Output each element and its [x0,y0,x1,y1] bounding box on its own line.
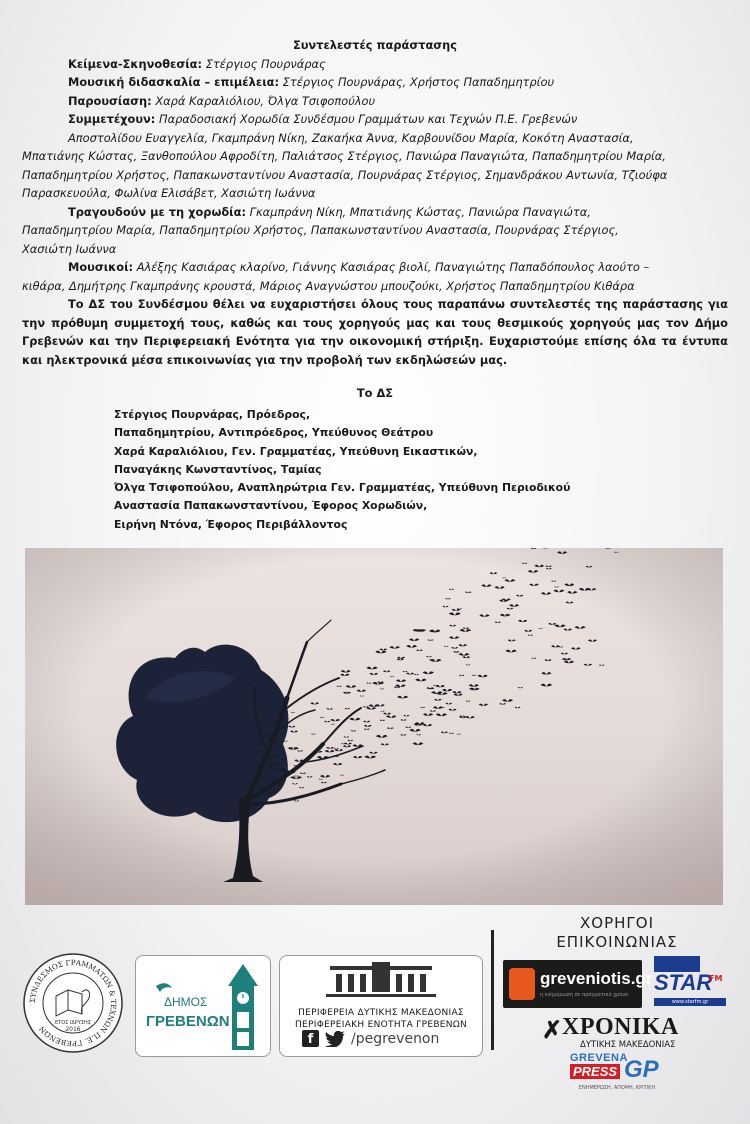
presentation-line [22,92,728,111]
greveniotis-mark-icon [509,968,535,1000]
participants-label: Συμμετέχουν: [68,112,156,126]
perifereia-logo [279,955,483,1057]
svg-text:ΓΡΕΒΕΝΩΝ: ΓΡΕΒΕΝΩΝ [146,1013,230,1030]
board-member: Παναγάκης Κωνσταντίνος, Ταμίας [114,462,322,476]
star-url: www.starfm.gr [654,998,726,1006]
sponsors-heading [492,914,742,952]
association-seal-logo [22,952,124,1054]
thanks-text: Το ΔΣ του Συνδέσμου θέλει να ευχαριστήσει όλους τους παραπάνω συντελεστές της παράστασης για την πρόθυμη συμμετοχή τους, καθώς και τους χορηγούς μας και τους θεσμικούς χορηγούς μας τον Δήμο Γρεβενών και την Περιφερειακή Ενότητα για την οικονομική στήριξη. Ευχαριστούμε επίσης όλα τα έντυπα και ηλεκτρονικά μέσα επικοινωνίας για την προβολή των εκδηλώσεών μας. [22,297,728,367]
tree-birds-artwork [25,548,723,905]
perif-line-2: ΠΕΡΙΦΕΡΕΙΑΚΗ ΕΝΟΤΗΤΑ ΓΡΕΒΕΝΩΝ [294,1020,468,1030]
facebook-icon[interactable]: f [302,1030,319,1047]
singers-names-1: Χασιώτη Ιωάννα [22,241,117,256]
svg-text:ΔΗΜΟΣ: ΔΗΜΟΣ [164,995,208,1009]
direction-label: Κείμενα-Σκηνοθεσία: [68,56,203,71]
twitter-icon[interactable] [325,1031,345,1047]
presentation-value: Χαρά Καραλιόλιου, Όλγα Τσιφοπούλου [155,93,376,108]
tree-birds-illustration [25,548,723,905]
star-fm: FM [709,974,723,983]
singers-line [22,203,728,222]
participants-names-2: Παπαδημητρίου Χρήστος, Παπακωνσταντίνου Αναστασία, Πουρνάρας Στέργιος, Σημανδράκου Αντωνία, Τζιούφα [22,167,668,182]
sponsors-title-1: ΧΟΡΗΓΟΙ [580,914,654,932]
singers-label: Τραγουδούν με τη χορωδία: [68,204,246,219]
singers-value: Γκαμπράνη Νίκη, Μπατιάνης Κώστας, Πανιώρα Παναγιώτα, [249,204,591,219]
chronika-logo[interactable] [542,1014,688,1050]
thanks-paragraph [22,295,728,369]
greveniotis-name: greveniotis.gr [540,969,653,988]
board-member: Όλγα Τσιφοπούλου, Αναπληρώτρια Γεν. Γραμματέας, Υπεύθυνη Περιοδικού [114,481,571,495]
press-grevena: GREVENA [570,1052,628,1064]
press-tagline: ΕΝΗΜΕΡΩΣΗ, ΑΠΟΨΗ, ΚΡΙΤΙΚΗ [578,1085,656,1091]
chronika-subtitle: ΔΥΤΙΚΗΣ ΜΑΚΕΔΟΝΙΑΣ [580,1040,676,1050]
chronika-name: ΧΡΟΝΙΚΑ [562,1014,679,1040]
musicians-line [22,258,728,277]
svg-text:ΣΥΝΔΕΣΜΟΣ ΓΡΑΜΜΑΤΩΝ & ΤΕΧΝΩΝ Π: ΣΥΝΔΕΣΜΟΣ ΓΡΑΜΜΑΤΩΝ & ΤΕΧΝΩΝ Π.Ε. ΓΡΕΒΕΝΩΝ [27,957,119,1049]
board-member: Χαρά Καραλιόλιου, Γεν. Γραμματέας, Υπεύθυνη Εικαστικών, [114,444,478,458]
press-word: PRESS [570,1064,620,1079]
participants-names-3: Παρασκευούλα, Φωλίνα Ελισάβετ, Χασιώτη Ιωάννα [22,186,316,200]
social-links [302,1030,439,1047]
board-member: Παπαδημητρίου, Αντιπρόεδρος, Υπεύθυνος Θεάτρου [114,426,434,440]
direction-value: Στέργιος Πουρνάρας [205,56,326,71]
greveniotis-tagline: η ενημέρωση σε πραγματικό χρόνο [540,992,629,998]
credits-block [22,36,728,369]
svg-text:ΕΤΟΣ ΙΔΡΥΣΗΣ: ΕΤΟΣ ΙΔΡΥΣΗΣ [55,1020,91,1026]
board-member: Ειρήνη Ντόνα, Έφορος Περιβάλλοντος [114,517,348,531]
musicians-cont: κιθάρα, Δημήτρης Γκαμπράνης κρουστά, Μάριος Αναγνώστου μπουζούκι, Χρήστος Παπαδημητρίου Κιθάρα [22,278,635,293]
board-list [114,406,570,534]
star-name: STAR [654,970,713,995]
singers-names-0: Παπαδημητρίου Μαρία, Παπαδημητρίου Χρήστος, Παπακωνσταντίνου Αναστασία, Πουρνάρας Στέργιος, [22,223,619,237]
perif-line-1: ΠΕΡΙΦΕΡΕΙΑ ΔΥΤΙΚΗΣ ΜΑΚΕΔΟΝΙΑΣ [298,1008,464,1018]
credits-title: Συντελεστές παράστασης [292,38,458,52]
presentation-label: Παρουσίαση: [68,93,152,108]
chronika-x-icon: ✗ [542,1018,563,1044]
participants-names-1: Μπατιάνης Κώστας, Ξανθοπούλου Αφροδίτη, Παλιάτσος Στέργιος, Πανιώρα Παναγιώτα, Παπαδημητρίου Μαρία, [22,149,666,163]
music-line [22,73,728,92]
greveniotis-logo[interactable] [503,960,653,1008]
clock-tower-icon [136,956,270,1056]
building-icon [280,956,482,1004]
participants-names-0: Αποστολίδου Ευαγγελία, Γκαμπράνη Νίκη, Ζακαήκα Άννα, Καρβουνίδου Μαρία, Κοκότη Αναστασία, [68,130,634,145]
svg-text:2016: 2016 [65,1026,81,1033]
press-gp: GP [624,1056,659,1083]
direction-line [22,55,728,74]
seal-emblem-icon [22,952,124,1054]
dimos-grevenon-logo [135,955,271,1057]
sponsors-title-2: ΕΠΙΚΟΙΝΩΝΙΑΣ [556,933,678,951]
musicians-value: Αλέξης Κασιάρας κλαρίνο, Γιάννης Κασιάρας βιολί, Παναγιώτης Παπαδόπουλος λαούτο – [136,260,650,274]
grevena-press-logo[interactable] [566,1052,668,1096]
participants-line [22,110,728,129]
board-member: Στέργιος Πουρνάρας, Πρόεδρος, [114,408,311,421]
social-handle[interactable]: /pegrevenon [351,1030,440,1047]
divider-line [491,930,494,1050]
board-title: Το ΔΣ [356,386,394,400]
musicians-label: Μουσικοί: [68,260,134,274]
board-member: Αναστασία Παπακωνσταντίνου, Έφορος Χορωδιών, [114,499,428,513]
music-label: Μουσική διδασκαλία – επιμέλεια: [68,75,280,89]
participants-value: Παραδοσιακή Χορωδία Συνδέσμου Γραμμάτων και Τεχνών Π.Ε. Γρεβενών [159,112,578,126]
music-value: Στέργιος Πουρνάρας, Χρήστος Παπαδημητρίου [282,75,555,89]
star-fm-logo[interactable] [654,956,726,1010]
